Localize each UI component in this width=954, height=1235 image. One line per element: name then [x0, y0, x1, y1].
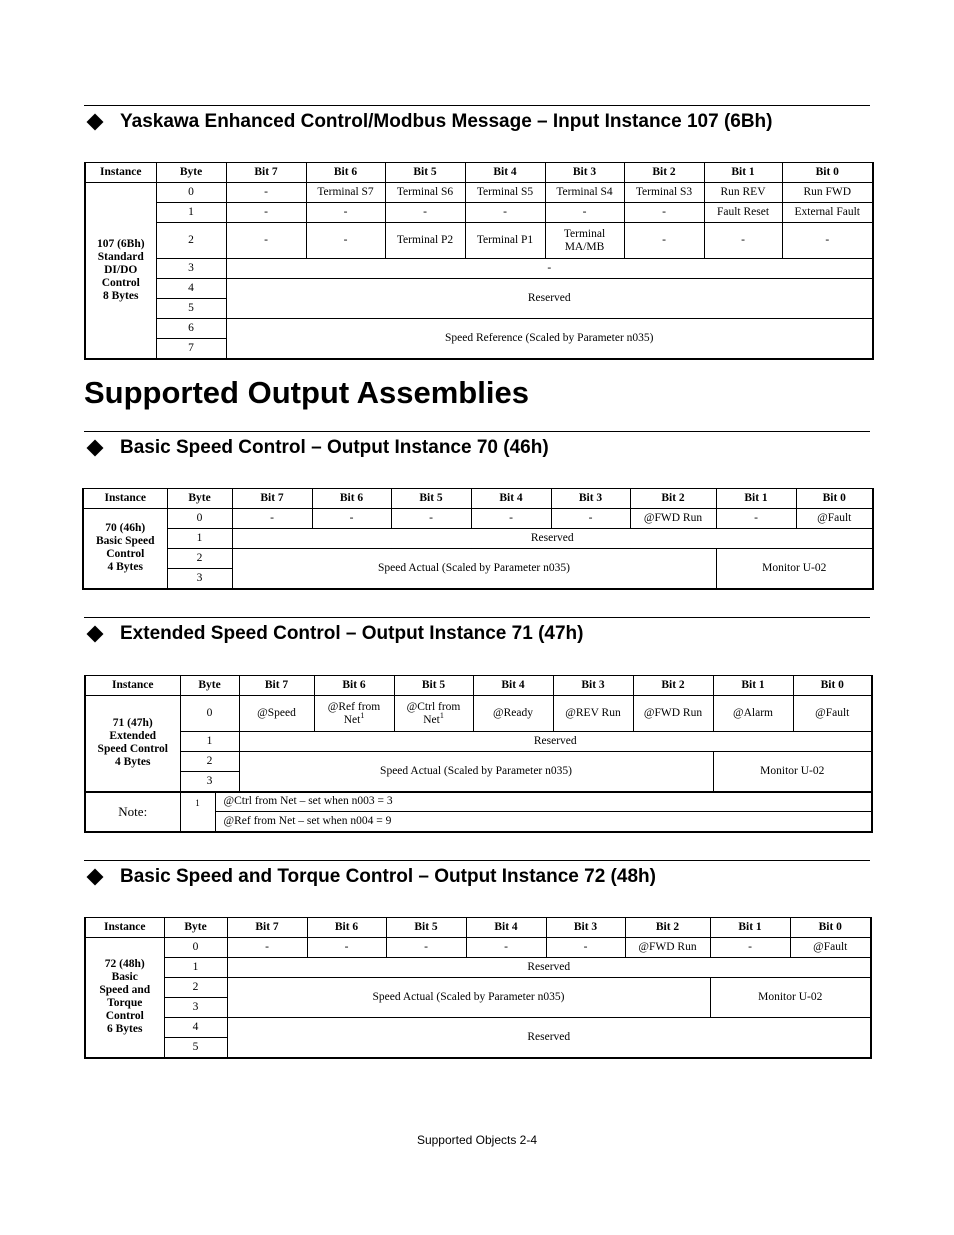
bit-cell: -: [551, 509, 630, 529]
bit-cell: Run FWD: [782, 183, 873, 203]
section-output-70: [84, 431, 870, 460]
header-bit7: Bit 7: [232, 489, 312, 509]
header-instance: Instance: [85, 918, 164, 938]
reserved-cell: Reserved: [227, 1018, 871, 1058]
bit-cell: -: [391, 509, 471, 529]
byte-cell: 5: [156, 299, 226, 319]
footnote-marker: 1: [439, 710, 444, 720]
header-bit0: Bit 0: [796, 489, 873, 509]
bit-cell: -: [710, 938, 790, 958]
bit-cell: Terminal S7: [306, 183, 385, 203]
diamond-bullet-icon: [87, 626, 104, 643]
section-input-107: [84, 105, 870, 134]
bit-cell: -: [226, 223, 306, 259]
speed-actual-cell: Speed Actual (Scaled by Parameter n035): [239, 752, 713, 792]
section-title: Extended Speed Control – Output Instance 71 (47h): [120, 623, 584, 644]
bit-cell: @Fault: [790, 938, 871, 958]
byte-cell: 6: [156, 319, 226, 339]
instance-cell: 71 (47h) Extended Speed Control 4 Bytes: [85, 696, 180, 792]
header-bit3: Bit 3: [551, 489, 630, 509]
byte-cell: 4: [156, 279, 226, 299]
section-rule: [84, 860, 870, 861]
bit-cell: Terminal S6: [385, 183, 465, 203]
note-label: Note:: [85, 792, 180, 832]
instance-cell: 107 (6Bh) Standard DI/DO Control 8 Bytes: [85, 183, 156, 359]
header-bit5: Bit 5: [386, 918, 466, 938]
header-bit7: Bit 7: [226, 163, 306, 183]
table-output-72: [84, 917, 872, 1059]
reserved-cell: Reserved: [226, 279, 873, 319]
byte-cell: 3: [156, 259, 226, 279]
header-bit0: Bit 0: [782, 163, 873, 183]
byte-cell: 3: [180, 772, 239, 792]
bit-cell: @FWD Run: [633, 696, 713, 732]
bit-cell: @Alarm: [713, 696, 793, 732]
diamond-bullet-icon: [87, 869, 104, 886]
bit-cell: @Ref from Net$^1$: [314, 696, 394, 732]
header-bit5: Bit 5: [391, 489, 471, 509]
bit-cell: @REV Run: [553, 696, 633, 732]
header-bit6: Bit 6: [314, 676, 394, 696]
reserved-cell: Reserved: [239, 732, 872, 752]
note-text: @Ctrl from Net – set when n003 = 3: [215, 792, 872, 812]
table-input-107: [84, 162, 874, 360]
bit-cell: -: [306, 223, 385, 259]
section-title: Basic Speed and Torque Control – Output Instance 72 (48h): [120, 866, 656, 887]
byte-cell: 2: [156, 223, 226, 259]
table-output-71: [84, 675, 873, 833]
bit-cell: -: [232, 509, 312, 529]
section-rule: [84, 617, 870, 618]
byte-cell: 3: [167, 569, 232, 589]
header-bit2: Bit 2: [624, 163, 704, 183]
bit-cell: -: [227, 938, 307, 958]
header-bit2: Bit 2: [625, 918, 710, 938]
bit-cell: @Ctrl from Net$^1$: [394, 696, 473, 732]
bit-cell: -: [471, 509, 551, 529]
header-bit6: Bit 6: [306, 163, 385, 183]
byte-cell: 1: [180, 732, 239, 752]
bit-cell: -: [716, 509, 796, 529]
header-bit6: Bit 6: [307, 918, 386, 938]
header-bit4: Bit 4: [471, 489, 551, 509]
header-bit1: Bit 1: [713, 676, 793, 696]
bit-cell: -: [385, 203, 465, 223]
speed-actual-cell: Speed Actual (Scaled by Parameter n035): [227, 978, 710, 1018]
bit-cell: -: [704, 223, 782, 259]
speed-actual-cell: Speed Actual (Scaled by Parameter n035): [232, 549, 716, 589]
bit-cell: -: [624, 203, 704, 223]
section-output-71: [84, 617, 870, 646]
reserved-cell: Reserved: [232, 529, 873, 549]
bit-cell: -: [466, 938, 546, 958]
section-title: Yaskawa Enhanced Control/Modbus Message – Input Instance 107 (6Bh): [120, 111, 773, 132]
byte-cell: 3: [164, 998, 227, 1018]
byte-cell: 0: [164, 938, 227, 958]
header-bit7: Bit 7: [227, 918, 307, 938]
byte-cell: 0: [180, 696, 239, 732]
monitor-cell: Monitor U-02: [713, 752, 872, 792]
page-footer: Supported Objects 2-4: [416, 1133, 538, 1147]
byte-cell: 0: [156, 183, 226, 203]
instance-cell: 72 (48h) Basic Speed and Torque Control 6 Bytes: [85, 938, 164, 1058]
bit-cell: Terminal P2: [385, 223, 465, 259]
bit-cell: Terminal S3: [624, 183, 704, 203]
header-bit1: Bit 1: [704, 163, 782, 183]
header-bit2: Bit 2: [630, 489, 716, 509]
diamond-bullet-icon: [87, 440, 104, 457]
header-bit5: Bit 5: [385, 163, 465, 183]
bit-cell: Terminal S5: [465, 183, 545, 203]
byte-cell: 7: [156, 339, 226, 359]
header-bit3: Bit 3: [545, 163, 624, 183]
reserved-cell: Reserved: [227, 958, 871, 978]
bit-cell: -: [226, 183, 306, 203]
instance-cell: 70 (46h) Basic Speed Control 4 Bytes: [83, 509, 167, 589]
byte-cell: 1: [164, 958, 227, 978]
bit-cell: -: [465, 203, 545, 223]
monitor-cell: Monitor U-02: [716, 549, 873, 589]
byte-cell: 5: [164, 1038, 227, 1058]
bit-cell: @FWD Run: [630, 509, 716, 529]
header-bit1: Bit 1: [710, 918, 790, 938]
header-byte: Byte: [164, 918, 227, 938]
bit-cell: Terminal S4: [545, 183, 624, 203]
note-text: @Ref from Net – set when n004 = 9: [215, 812, 872, 832]
header-instance: Instance: [85, 676, 180, 696]
bit-cell: -: [624, 223, 704, 259]
bit-cell: -: [545, 203, 624, 223]
header-bit4: Bit 4: [473, 676, 553, 696]
page-title: Supported Output Assemblies: [84, 375, 529, 410]
speed-reference-cell: Speed Reference (Scaled by Parameter n035): [226, 319, 873, 359]
byte-cell: 4: [164, 1018, 227, 1038]
header-bit2: Bit 2: [633, 676, 713, 696]
header-byte: Byte: [167, 489, 232, 509]
bit-cell: -: [312, 509, 391, 529]
byte-cell: 2: [167, 549, 232, 569]
header-bit3: Bit 3: [546, 918, 625, 938]
header-bit4: Bit 4: [465, 163, 545, 183]
section-rule: [84, 105, 870, 106]
bit-cell: @FWD Run: [625, 938, 710, 958]
bit-cell: -: [782, 223, 873, 259]
monitor-cell: Monitor U-02: [710, 978, 871, 1018]
bit-cell: @Fault: [796, 509, 873, 529]
bit-cell: Run REV: [704, 183, 782, 203]
header-bit0: Bit 0: [793, 676, 872, 696]
bit-cell: @Fault: [793, 696, 872, 732]
bit-cell: -: [546, 938, 625, 958]
header-bit1: Bit 1: [716, 489, 796, 509]
bit-cell: Terminal P1: [465, 223, 545, 259]
header-bit4: Bit 4: [466, 918, 546, 938]
header-instance: Instance: [85, 163, 156, 183]
diamond-bullet-icon: [87, 114, 104, 131]
byte-cell: 2: [180, 752, 239, 772]
note-number: 1: [180, 792, 215, 832]
header-byte: Byte: [180, 676, 239, 696]
header-bit3: Bit 3: [553, 676, 633, 696]
header-bit6: Bit 6: [312, 489, 391, 509]
byte-cell: 1: [167, 529, 232, 549]
header-instance: Instance: [83, 489, 167, 509]
bit-cell: External Fault: [782, 203, 873, 223]
header-bit0: Bit 0: [790, 918, 871, 938]
bit-cell: -: [226, 259, 873, 279]
header-bit7: Bit 7: [239, 676, 314, 696]
header-byte: Byte: [156, 163, 226, 183]
bit-cell: -: [226, 203, 306, 223]
bit-cell: @Speed: [239, 696, 314, 732]
footnote-marker: 1: [360, 710, 365, 720]
bit-cell: -: [386, 938, 466, 958]
byte-cell: 0: [167, 509, 232, 529]
header-bit5: Bit 5: [394, 676, 473, 696]
section-title: Basic Speed Control – Output Instance 70 (46h): [120, 437, 549, 458]
byte-cell: 1: [156, 203, 226, 223]
section-output-72: [84, 860, 870, 889]
bit-cell: -: [307, 938, 386, 958]
bit-cell: -: [306, 203, 385, 223]
section-rule: [84, 431, 870, 432]
bit-cell: @Ready: [473, 696, 553, 732]
bit-cell: Fault Reset: [704, 203, 782, 223]
table-output-70: [82, 488, 874, 590]
byte-cell: 2: [164, 978, 227, 998]
bit-cell: Terminal MA/MB: [545, 223, 624, 259]
